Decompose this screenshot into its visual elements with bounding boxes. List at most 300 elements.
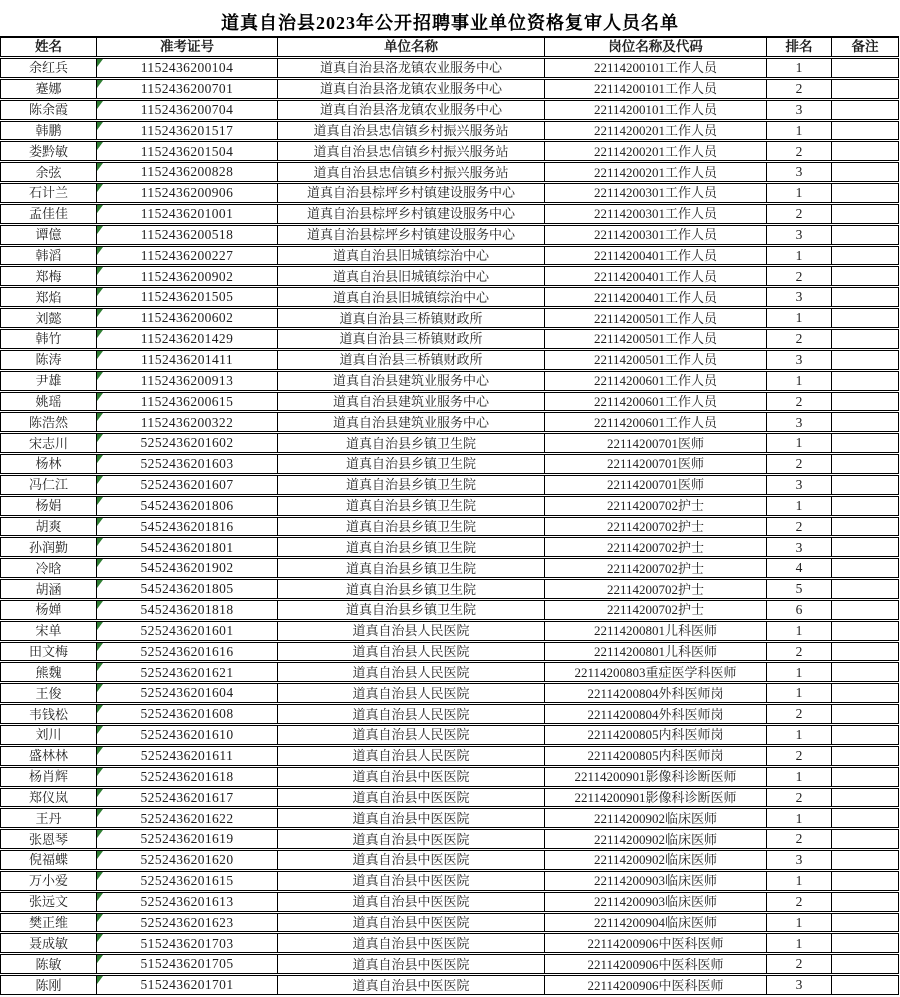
position-cell: 22114200805内科医师岗 — [545, 726, 767, 744]
stored-as-text-indicator-icon — [97, 330, 103, 338]
note-cell — [832, 580, 898, 598]
table-row — [0, 433, 899, 453]
exam-id-cell: 5452436201818 — [97, 601, 278, 619]
name-cell: 盛林林 — [1, 747, 97, 765]
position-cell: 22114200903临床医师 — [545, 893, 767, 911]
unit-cell: 道真自治县洛龙镇农业服务中心 — [278, 59, 545, 77]
unit-cell: 道真自治县旧城镇综治中心 — [278, 288, 545, 306]
table-row — [0, 892, 899, 912]
exam-id-cell: 5252436201613 — [97, 893, 278, 911]
position-cell: 22114200501工作人员 — [545, 351, 767, 369]
table-row — [0, 79, 899, 99]
unit-cell: 道真自治县乡镇卫生院 — [278, 434, 545, 452]
name-cell: 尹雄 — [1, 372, 97, 390]
name-cell: 杨肖辉 — [1, 768, 97, 786]
unit-cell: 道真自治县乡镇卫生院 — [278, 518, 545, 536]
position-cell: 22114200702护士 — [545, 601, 767, 619]
note-cell — [832, 934, 898, 952]
note-cell — [832, 601, 898, 619]
table-row — [0, 537, 899, 557]
table-row — [0, 600, 899, 620]
rank-cell: 1 — [767, 247, 832, 265]
stored-as-text-indicator-icon — [97, 101, 103, 109]
stored-as-text-indicator-icon — [97, 538, 103, 546]
exam-id-cell: 5452436201805 — [97, 580, 278, 598]
stored-as-text-indicator-icon — [97, 413, 103, 421]
header-cell-unit: 单位名称 — [278, 38, 545, 56]
unit-cell: 道真自治县乡镇卫生院 — [278, 559, 545, 577]
name-cell: 杨婵 — [1, 601, 97, 619]
note-cell — [832, 830, 898, 848]
name-cell: 胡爽 — [1, 518, 97, 536]
note-cell — [832, 247, 898, 265]
position-cell: 22114200201工作人员 — [545, 122, 767, 140]
stored-as-text-indicator-icon — [97, 288, 103, 296]
unit-cell: 道真自治县乡镇卫生院 — [278, 601, 545, 619]
table-row — [0, 225, 899, 245]
unit-cell: 道真自治县中医医院 — [278, 872, 545, 890]
rank-cell: 3 — [767, 351, 832, 369]
table-row — [0, 933, 899, 953]
name-cell: 韩鹏 — [1, 122, 97, 140]
exam-id-cell: 5252436201608 — [97, 705, 278, 723]
unit-cell: 道真自治县乡镇卫生院 — [278, 476, 545, 494]
unit-cell: 道真自治县忠信镇乡村振兴服务站 — [278, 163, 545, 181]
exam-id-cell: 5252436201611 — [97, 747, 278, 765]
unit-cell: 道真自治县乡镇卫生院 — [278, 455, 545, 473]
exam-id-cell: 1152436201504 — [97, 142, 278, 160]
position-cell: 22114200801儿科医师 — [545, 643, 767, 661]
rank-cell: 3 — [767, 413, 832, 431]
position-cell: 22114200701医师 — [545, 476, 767, 494]
header-cell-exam-id: 准考证号 — [97, 38, 278, 56]
exam-id-cell: 5252436201607 — [97, 476, 278, 494]
note-cell — [832, 372, 898, 390]
position-cell: 22114200902临床医师 — [545, 851, 767, 869]
rank-cell: 1 — [767, 684, 832, 702]
position-cell: 22114200501工作人员 — [545, 309, 767, 327]
rank-cell: 2 — [767, 330, 832, 348]
table-row — [0, 350, 899, 370]
stored-as-text-indicator-icon — [97, 768, 103, 776]
stored-as-text-indicator-icon — [97, 747, 103, 755]
rank-cell: 1 — [767, 622, 832, 640]
exam-id-cell: 1152436200704 — [97, 101, 278, 119]
exam-id-cell: 5252436201622 — [97, 809, 278, 827]
table-row — [0, 725, 899, 745]
stored-as-text-indicator-icon — [97, 226, 103, 234]
name-cell: 郑仪岚 — [1, 789, 97, 807]
unit-cell: 道真自治县人民医院 — [278, 663, 545, 681]
exam-id-cell: 1152436200227 — [97, 247, 278, 265]
rank-cell: 1 — [767, 372, 832, 390]
exam-id-cell: 5452436201801 — [97, 538, 278, 556]
name-cell: 王丹 — [1, 809, 97, 827]
table-row — [0, 829, 899, 849]
name-cell: 冯仁江 — [1, 476, 97, 494]
table-row — [0, 183, 899, 203]
stored-as-text-indicator-icon — [97, 184, 103, 192]
name-cell: 石计兰 — [1, 184, 97, 202]
note-cell — [832, 205, 898, 223]
name-cell: 王俊 — [1, 684, 97, 702]
exam-id-cell: 5252436201617 — [97, 789, 278, 807]
rank-cell: 3 — [767, 226, 832, 244]
unit-cell: 道真自治县人民医院 — [278, 622, 545, 640]
stored-as-text-indicator-icon — [97, 80, 103, 88]
rank-cell: 6 — [767, 601, 832, 619]
exam-id-cell: 1152436201001 — [97, 205, 278, 223]
position-cell: 22114200201工作人员 — [545, 142, 767, 160]
unit-cell: 道真自治县棕坪乡村镇建设服务中心 — [278, 205, 545, 223]
stored-as-text-indicator-icon — [97, 434, 103, 442]
note-cell — [832, 309, 898, 327]
rank-cell: 2 — [767, 789, 832, 807]
name-cell: 冷晗 — [1, 559, 97, 577]
rank-cell: 5 — [767, 580, 832, 598]
note-cell — [832, 184, 898, 202]
name-cell: 余弦 — [1, 163, 97, 181]
unit-cell: 道真自治县旧城镇综治中心 — [278, 267, 545, 285]
rank-cell: 3 — [767, 101, 832, 119]
table-row — [0, 371, 899, 391]
note-cell — [832, 955, 898, 973]
unit-cell: 道真自治县忠信镇乡村振兴服务站 — [278, 122, 545, 140]
exam-id-cell: 1152436200701 — [97, 80, 278, 98]
exam-id-cell: 5252436201601 — [97, 622, 278, 640]
unit-cell: 道真自治县棕坪乡村镇建设服务中心 — [278, 226, 545, 244]
note-cell — [832, 914, 898, 932]
position-cell: 22114200601工作人员 — [545, 393, 767, 411]
rank-cell: 2 — [767, 893, 832, 911]
unit-cell: 道真自治县中医医院 — [278, 789, 545, 807]
position-cell: 22114200904临床医师 — [545, 914, 767, 932]
unit-cell: 道真自治县建筑业服务中心 — [278, 413, 545, 431]
table-row — [0, 850, 899, 870]
rank-cell: 1 — [767, 434, 832, 452]
exam-id-cell: 1152436201429 — [97, 330, 278, 348]
table-row — [0, 746, 899, 766]
name-cell: 万小爱 — [1, 872, 97, 890]
table-row — [0, 788, 899, 808]
position-cell: 22114200804外科医师岗 — [545, 684, 767, 702]
note-cell — [832, 538, 898, 556]
rank-cell: 3 — [767, 538, 832, 556]
stored-as-text-indicator-icon — [97, 726, 103, 734]
position-cell: 22114200101工作人员 — [545, 59, 767, 77]
rank-cell: 2 — [767, 747, 832, 765]
stored-as-text-indicator-icon — [97, 393, 103, 401]
name-cell: 杨林 — [1, 455, 97, 473]
name-cell: 陈敏 — [1, 955, 97, 973]
rank-cell: 1 — [767, 309, 832, 327]
name-cell: 张恩琴 — [1, 830, 97, 848]
unit-cell: 道真自治县中医医院 — [278, 934, 545, 952]
position-cell: 22114200702护士 — [545, 518, 767, 536]
name-cell: 余红兵 — [1, 59, 97, 77]
table-row — [0, 454, 899, 474]
unit-cell: 道真自治县中医医院 — [278, 914, 545, 932]
note-cell — [832, 163, 898, 181]
table-row — [0, 204, 899, 224]
exam-id-cell: 1152436201411 — [97, 351, 278, 369]
stored-as-text-indicator-icon — [97, 142, 103, 150]
unit-cell: 道真自治县三桥镇财政所 — [278, 351, 545, 369]
position-cell: 22114200601工作人员 — [545, 372, 767, 390]
stored-as-text-indicator-icon — [97, 205, 103, 213]
position-cell: 22114200701医师 — [545, 434, 767, 452]
stored-as-text-indicator-icon — [97, 851, 103, 859]
position-cell: 22114200702护士 — [545, 580, 767, 598]
table-row — [0, 683, 899, 703]
rank-cell: 4 — [767, 559, 832, 577]
table-body — [0, 58, 899, 995]
stored-as-text-indicator-icon — [97, 59, 103, 67]
position-cell: 22114200902临床医师 — [545, 809, 767, 827]
exam-id-cell: 5252436201621 — [97, 663, 278, 681]
note-cell — [832, 851, 898, 869]
exam-id-cell: 5152436201705 — [97, 955, 278, 973]
exam-id-cell: 5152436201703 — [97, 934, 278, 952]
unit-cell: 道真自治县中医医院 — [278, 809, 545, 827]
rank-cell: 2 — [767, 142, 832, 160]
position-cell: 22114200902临床医师 — [545, 830, 767, 848]
position-cell: 22114200804外科医师岗 — [545, 705, 767, 723]
position-cell: 22114200702护士 — [545, 559, 767, 577]
table-row — [0, 975, 899, 995]
unit-cell: 道真自治县人民医院 — [278, 726, 545, 744]
position-cell: 22114200301工作人员 — [545, 184, 767, 202]
name-cell: 娄黔敏 — [1, 142, 97, 160]
name-cell: 郑焰 — [1, 288, 97, 306]
unit-cell: 道真自治县人民医院 — [278, 705, 545, 723]
stored-as-text-indicator-icon — [97, 663, 103, 671]
exam-id-cell: 1152436200518 — [97, 226, 278, 244]
rank-cell: 1 — [767, 768, 832, 786]
table-row — [0, 913, 899, 933]
name-cell: 姚瑶 — [1, 393, 97, 411]
stored-as-text-indicator-icon — [97, 705, 103, 713]
stored-as-text-indicator-icon — [97, 934, 103, 942]
rank-cell: 3 — [767, 288, 832, 306]
name-cell: 宋单 — [1, 622, 97, 640]
table-header-row — [0, 36, 899, 57]
exam-id-cell: 1152436200322 — [97, 413, 278, 431]
header-cell-name: 姓名 — [1, 38, 97, 56]
table-row — [0, 141, 899, 161]
table-row — [0, 558, 899, 578]
rank-cell: 1 — [767, 726, 832, 744]
stored-as-text-indicator-icon — [97, 872, 103, 880]
position-cell: 22114200801儿科医师 — [545, 622, 767, 640]
note-cell — [832, 393, 898, 411]
table-row — [0, 767, 899, 787]
note-cell — [832, 59, 898, 77]
note-cell — [832, 330, 898, 348]
name-cell: 刘川 — [1, 726, 97, 744]
exam-id-cell: 5152436201701 — [97, 976, 278, 994]
name-cell: 孙润勤 — [1, 538, 97, 556]
exam-id-cell: 1152436200906 — [97, 184, 278, 202]
rank-cell: 2 — [767, 705, 832, 723]
unit-cell: 道真自治县中医医院 — [278, 851, 545, 869]
note-cell — [832, 726, 898, 744]
note-cell — [832, 768, 898, 786]
position-cell: 22114200906中医科医师 — [545, 934, 767, 952]
note-cell — [832, 559, 898, 577]
name-cell: 熊魏 — [1, 663, 97, 681]
exam-id-cell: 5252436201618 — [97, 768, 278, 786]
position-cell: 22114200803重症医学科医师 — [545, 663, 767, 681]
table-row — [0, 287, 899, 307]
position-cell: 22114200601工作人员 — [545, 413, 767, 431]
exam-id-cell: 1152436200615 — [97, 393, 278, 411]
exam-id-cell: 1152436201505 — [97, 288, 278, 306]
unit-cell: 道真自治县洛龙镇农业服务中心 — [278, 80, 545, 98]
table-row — [0, 58, 899, 78]
table-row — [0, 704, 899, 724]
table-row — [0, 100, 899, 120]
rank-cell: 3 — [767, 163, 832, 181]
table-row — [0, 412, 899, 432]
rank-cell: 1 — [767, 122, 832, 140]
unit-cell: 道真自治县人民医院 — [278, 643, 545, 661]
rank-cell: 2 — [767, 518, 832, 536]
note-cell — [832, 663, 898, 681]
name-cell: 韩滔 — [1, 247, 97, 265]
exam-id-cell: 1152436201517 — [97, 122, 278, 140]
table-row — [0, 517, 899, 537]
header-cell-rank: 排名 — [767, 38, 832, 56]
exam-id-cell: 5252436201619 — [97, 830, 278, 848]
table-row — [0, 621, 899, 641]
position-cell: 22114200101工作人员 — [545, 101, 767, 119]
unit-cell: 道真自治县乡镇卫生院 — [278, 580, 545, 598]
unit-cell: 道真自治县中医医院 — [278, 893, 545, 911]
stored-as-text-indicator-icon — [97, 309, 103, 317]
stored-as-text-indicator-icon — [97, 518, 103, 526]
header-cell-note: 备注 — [851, 39, 879, 55]
position-cell: 22114200701医师 — [545, 455, 767, 473]
rank-cell: 1 — [767, 59, 832, 77]
exam-id-cell: 1152436200602 — [97, 309, 278, 327]
note-cell — [832, 434, 898, 452]
unit-cell: 道真自治县中医医院 — [278, 830, 545, 848]
note-cell — [832, 809, 898, 827]
note-cell — [832, 288, 898, 306]
note-cell — [832, 705, 898, 723]
stored-as-text-indicator-icon — [97, 455, 103, 463]
exam-id-cell: 5252436201602 — [97, 434, 278, 452]
rank-cell: 1 — [767, 914, 832, 932]
position-cell: 22114200903临床医师 — [545, 872, 767, 890]
stored-as-text-indicator-icon — [97, 914, 103, 922]
stored-as-text-indicator-icon — [97, 622, 103, 630]
stored-as-text-indicator-icon — [97, 893, 103, 901]
exam-id-cell: 5252436201616 — [97, 643, 278, 661]
exam-id-cell: 5252436201603 — [97, 455, 278, 473]
note-cell — [832, 789, 898, 807]
name-cell: 田文梅 — [1, 643, 97, 661]
unit-cell: 道真自治县中医医院 — [278, 976, 545, 994]
unit-cell: 道真自治县乡镇卫生院 — [278, 497, 545, 515]
unit-cell: 道真自治县三桥镇财政所 — [278, 330, 545, 348]
stored-as-text-indicator-icon — [97, 601, 103, 609]
exam-id-cell: 5452436201806 — [97, 497, 278, 515]
name-cell: 刘懿 — [1, 309, 97, 327]
rank-cell: 2 — [767, 455, 832, 473]
note-cell — [832, 267, 898, 285]
table-row — [0, 871, 899, 891]
exam-id-cell: 5252436201623 — [97, 914, 278, 932]
position-cell: 22114200401工作人员 — [545, 267, 767, 285]
table-row — [0, 121, 899, 141]
unit-cell: 道真自治县三桥镇财政所 — [278, 309, 545, 327]
note-cell — [832, 476, 898, 494]
position-cell: 22114200201工作人员 — [545, 163, 767, 181]
note-cell — [832, 622, 898, 640]
rank-cell: 2 — [767, 955, 832, 973]
note-cell — [832, 101, 898, 119]
unit-cell: 道真自治县人民医院 — [278, 747, 545, 765]
stored-as-text-indicator-icon — [97, 247, 103, 255]
position-cell: 22114200702护士 — [545, 497, 767, 515]
exam-id-cell: 5452436201816 — [97, 518, 278, 536]
exam-id-cell: 1152436200104 — [97, 59, 278, 77]
note-cell — [832, 413, 898, 431]
name-cell: 陈余霞 — [1, 101, 97, 119]
table-row — [0, 662, 899, 682]
rank-cell: 2 — [767, 393, 832, 411]
stored-as-text-indicator-icon — [97, 163, 103, 171]
stored-as-text-indicator-icon — [97, 497, 103, 505]
position-cell: 22114200906中医科医师 — [545, 955, 767, 973]
roster-table — [0, 36, 899, 995]
note-cell — [832, 643, 898, 661]
stored-as-text-indicator-icon — [97, 476, 103, 484]
note-cell — [832, 497, 898, 515]
unit-cell: 道真自治县人民医院 — [278, 684, 545, 702]
rank-cell: 1 — [767, 809, 832, 827]
stored-as-text-indicator-icon — [97, 351, 103, 359]
page-title: 道真自治县2023年公开招聘事业单位资格复审人员名单 — [221, 13, 679, 33]
name-cell: 蹇娜 — [1, 80, 97, 98]
note-cell — [832, 747, 898, 765]
unit-cell: 道真自治县忠信镇乡村振兴服务站 — [278, 142, 545, 160]
name-cell: 郑梅 — [1, 267, 97, 285]
position-cell: 22114200301工作人员 — [545, 226, 767, 244]
position-cell: 22114200702护士 — [545, 538, 767, 556]
rank-cell: 2 — [767, 205, 832, 223]
stored-as-text-indicator-icon — [97, 830, 103, 838]
name-cell: 张远文 — [1, 893, 97, 911]
stored-as-text-indicator-icon — [97, 684, 103, 692]
rank-cell: 2 — [767, 267, 832, 285]
unit-cell: 道真自治县乡镇卫生院 — [278, 538, 545, 556]
table-row — [0, 642, 899, 662]
rank-cell: 2 — [767, 643, 832, 661]
position-cell: 22114200401工作人员 — [545, 288, 767, 306]
exam-id-cell: 5252436201604 — [97, 684, 278, 702]
exam-id-cell: 1152436200902 — [97, 267, 278, 285]
stored-as-text-indicator-icon — [97, 122, 103, 130]
name-cell: 韩竹 — [1, 330, 97, 348]
note-cell — [832, 684, 898, 702]
stored-as-text-indicator-icon — [97, 580, 103, 588]
rank-cell: 1 — [767, 934, 832, 952]
rank-cell: 2 — [767, 80, 832, 98]
rank-cell: 1 — [767, 184, 832, 202]
